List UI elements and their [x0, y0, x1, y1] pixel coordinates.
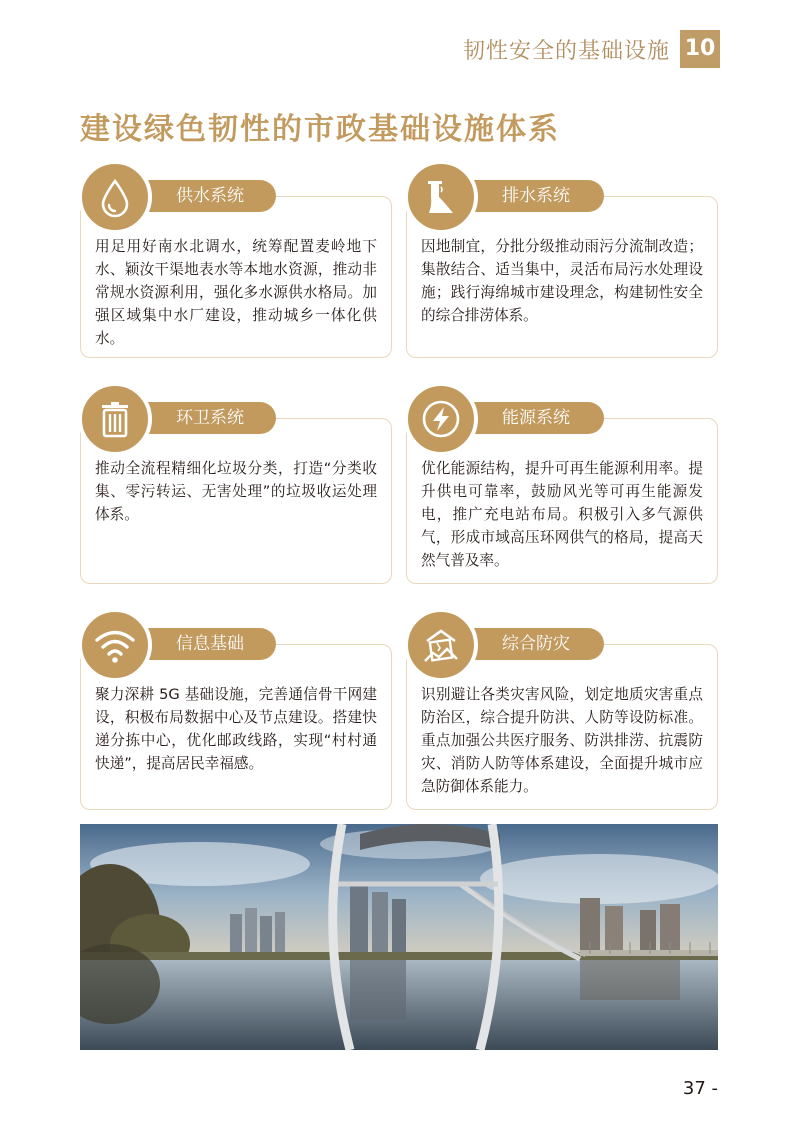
- water-drop-icon: [78, 160, 152, 234]
- drain-pipe-icon: [404, 160, 478, 234]
- card-drainage-text: 因地制宜，分批分级推动雨污分流制改造；集散结合、适当集中，灵活布局污水处理设施；践行海绵城市建设理念，构建韧性安全的综合排涝体系。: [421, 238, 703, 324]
- lightning-icon: [404, 382, 478, 456]
- card-water-supply-title: 供水系统: [130, 180, 276, 212]
- page-number: 37 -: [682, 1078, 718, 1099]
- wifi-icon: [78, 608, 152, 682]
- river-bridge-illustration: [80, 824, 718, 1050]
- card-energy-title: 能源系统: [456, 402, 604, 434]
- card-sanitation-title: 环卫系统: [130, 402, 276, 434]
- card-disaster-prevention-text: 识别避让各类灾害风险，划定地质灾害重点防治区，综合提升防洪、人防等设防标准。重点加强公共医疗服务、防洪排涝、抗震防灾、消防人防等体系建设，全面提升城市应急防御体系能力。: [421, 686, 703, 795]
- card-information-infrastructure-text: 聚力深耕 5G 基础设施，完善通信骨干网建设，积极布局数据中心及节点建设。搭建快递分拣中心，优化邮政线路，实现“村村通快递”，提高居民幸福感。: [95, 686, 377, 772]
- card-water-supply-text: 用足用好南水北调水，统筹配置麦岭地下水、颖汝干渠地表水等本地水资源，推动非常规水资源利用，强化多水源供水格局。加强区域集中水厂建设，推动城乡一体化供水。: [95, 238, 377, 347]
- river-bridge-photo: [80, 824, 718, 1050]
- card-information-infrastructure-title: 信息基础设施: [130, 628, 276, 660]
- card-disaster-prevention-title: 综合防灾: [456, 628, 604, 660]
- page-title: 建设绿色韧性的市政基础设施体系: [80, 112, 560, 147]
- card-sanitation-text: 推动全流程精细化垃圾分类，打造“分类收集、零污转运、无害处理”的垃圾收运处理体系。: [95, 460, 377, 523]
- card-energy-text: 优化能源结构，提升可再生能源利用率。提升供电可靠率，鼓励风光等可再生能源发电，推广充电站布局。积极引入多气源供气，形成市域高压环网供气的格局，提高天然气普及率。: [421, 460, 703, 569]
- disaster-house-icon: [404, 608, 478, 682]
- card-drainage-title: 排水系统: [456, 180, 604, 212]
- chapter-number-badge: 10: [680, 30, 720, 68]
- header-title: 韧性安全的基础设施: [462, 39, 670, 64]
- trash-can-icon: [78, 382, 152, 456]
